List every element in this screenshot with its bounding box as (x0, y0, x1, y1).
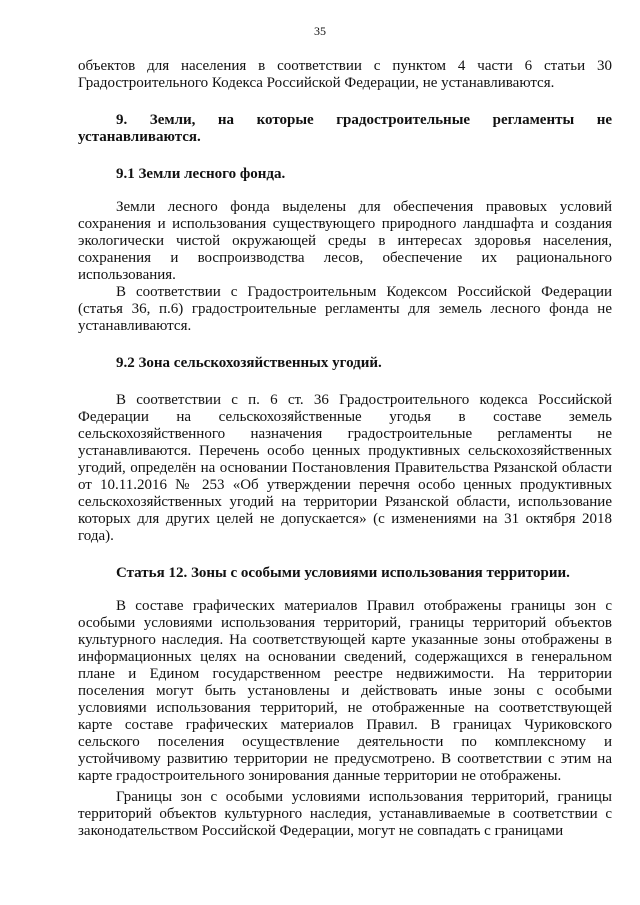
section-9-2-paragraph-1: В соответствии с п. 6 ст. 36 Градостроительного кодекса Российской Федерации на сельскохозяйственные угодья в составе земель сельскохозяйственного назначения градостроительные регламенты не устанавливаются. Перечень особо ценных продуктивных сельскохозяйственных угодий, определён на основании Постановления Правительства Рязанской области от 10.11.2016 № 253 «Об утверждении перечня особо ценных продуктивных сельскохозяйственных угодий на территории Рязанской области, использование которых для других целей не допускается» (с изменениями на 31 октября 2018 года). (78, 392, 612, 544)
section-9-1-paragraph-1: Земли лесного фонда выделены для обеспечения правовых условий сохранения и использования существующего природного ландшафта и создания экологически чистой окружающей среды в интересах здоровья населения, сохранения и воспроизводства лесов, обеспечение их рационального использования. (78, 199, 612, 283)
section-9-heading: 9. Земли, на которые градостроительные регламенты не устанавливаются. (78, 112, 612, 145)
section-9-2-heading: 9.2 Зона сельскохозяйственных угодий. (116, 355, 382, 371)
section-9-1-paragraph-2: В соответствии с Градостроительным Кодексом Российской Федерации (статья 36, п.6) градостроительные регламенты для земель лесного фонда не устанавливаются. (78, 284, 612, 334)
section-9-1-heading: 9.1 Земли лесного фонда. (116, 166, 286, 182)
article-12-paragraph-1: В составе графических материалов Правил отображены границы зон с особыми условиями использования территорий, границы территорий объектов культурного наследия. На соответствующей карте указанные зоны отображены в информационных целях на основании сведений, содержащихся в генеральном плане и Едином государственном реестре недвижимости. На территории поселения могут быть установлены и действовать иные зоны с особыми условиями использования территорий, не отображенные на соответствующей карте составе графических материалов Правил. В границах Чуриковского сельского поселения осуществление деятельности по комплексному и устойчивому развитию территории не предусмотрено. В соответствии с этим на карте градостроительного зонирования данные территории не отображены. (78, 598, 612, 784)
intro-paragraph: объектов для населения в соответствии с пунктом 4 части 6 статьи 30 Градостроительного Кодекса Российской Федерации, не устанавливаются. (78, 58, 612, 91)
page-number: 35 (314, 24, 326, 38)
document-body (78, 58, 612, 840)
article-12-heading: Статья 12. Зоны с особыми условиями использования территории. (116, 565, 570, 581)
article-12-paragraph-2: Границы зон с особыми условиями использования территорий, границы территорий объектов культурного наследия, устанавливаемые в соответствии с законодательством Российской Федерации, могут не совпадать с границами (78, 789, 612, 839)
